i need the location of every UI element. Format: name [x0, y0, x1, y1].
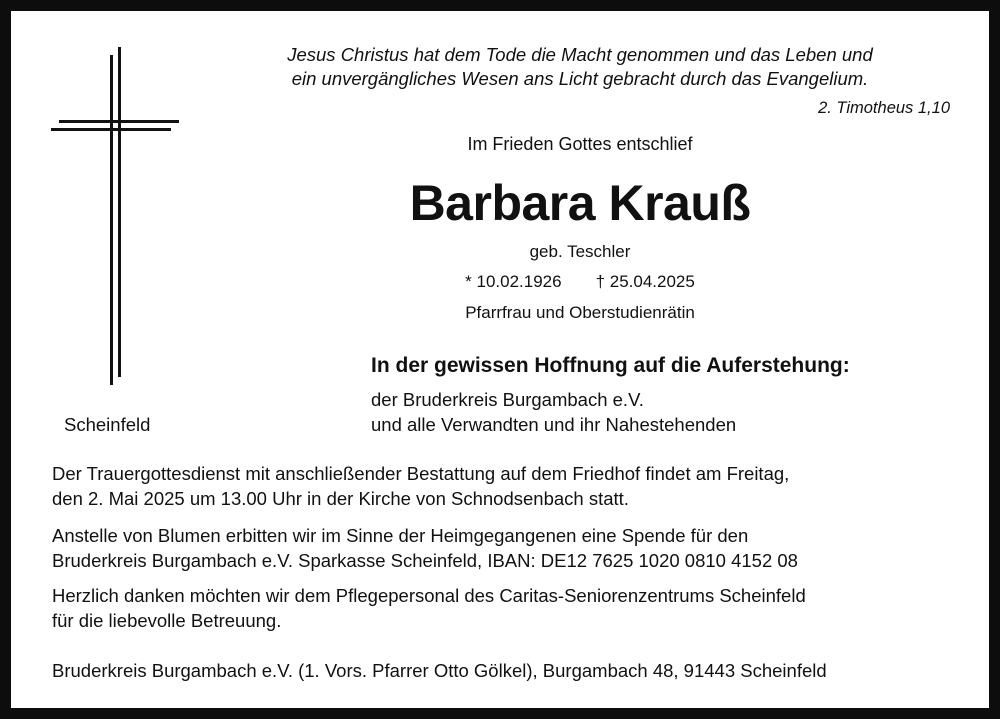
deceased-name: Barbara Krauß: [409, 175, 751, 231]
mourner-line-1: der Bruderkreis Burgambach e.V.: [371, 389, 644, 410]
donation-line-2: Bruderkreis Burgambach e.V. Sparkasse Scheinfeld, IBAN: DE12 7625 1020 0810 4152 08: [52, 550, 798, 571]
scripture-line-2: ein unvergängliches Wesen ans Licht gebracht durch das Evangelium.: [291, 68, 869, 89]
intro-text: Im Frieden Gottes entschlief: [467, 134, 693, 154]
scripture-line-1: Jesus Christus hat dem Tode die Macht genommen und das Leben und: [287, 44, 873, 65]
maiden-name: geb. Teschler: [529, 242, 631, 261]
cross-icon-bar: [51, 120, 179, 131]
profession: Pfarrfrau und Oberstudienrätin: [465, 303, 695, 322]
donation-line-1: Anstelle von Blumen erbitten wir im Sinne der Heimgegangenen eine Spende für den: [52, 525, 749, 546]
thanks-line-2: für die liebevolle Betreuung.: [52, 610, 282, 631]
death-date: † 25.04.2025: [595, 272, 695, 291]
service-line-2: den 2. Mai 2025 um 13.00 Uhr in der Kirche von Schnodsenbach statt.: [52, 488, 629, 509]
life-dates: [330, 272, 830, 292]
thanks-line-1: Herzlich danken möchten wir dem Pflegepersonal des Caritas-Seniorenzentrums Scheinfeld: [52, 585, 806, 606]
mourners-heading: In der gewissen Hoffnung auf die Auferstehung:: [371, 354, 850, 377]
scripture-reference: 2. Timotheus 1,10: [818, 99, 950, 117]
cross-icon: [110, 47, 121, 385]
birth-date: * 10.02.1926: [465, 272, 562, 291]
footer-address: Bruderkreis Burgambach e.V. (1. Vors. Pfarrer Otto Gölkel), Burgambach 48, 91443 Scheinfeld: [52, 660, 827, 681]
service-line-1: Der Trauergottesdienst mit anschließender Bestattung auf dem Friedhof findet am Freitag,: [52, 463, 790, 484]
place-name: Scheinfeld: [64, 414, 151, 435]
mourner-line-2: und alle Verwandten und ihr Nahestehenden: [371, 414, 737, 435]
